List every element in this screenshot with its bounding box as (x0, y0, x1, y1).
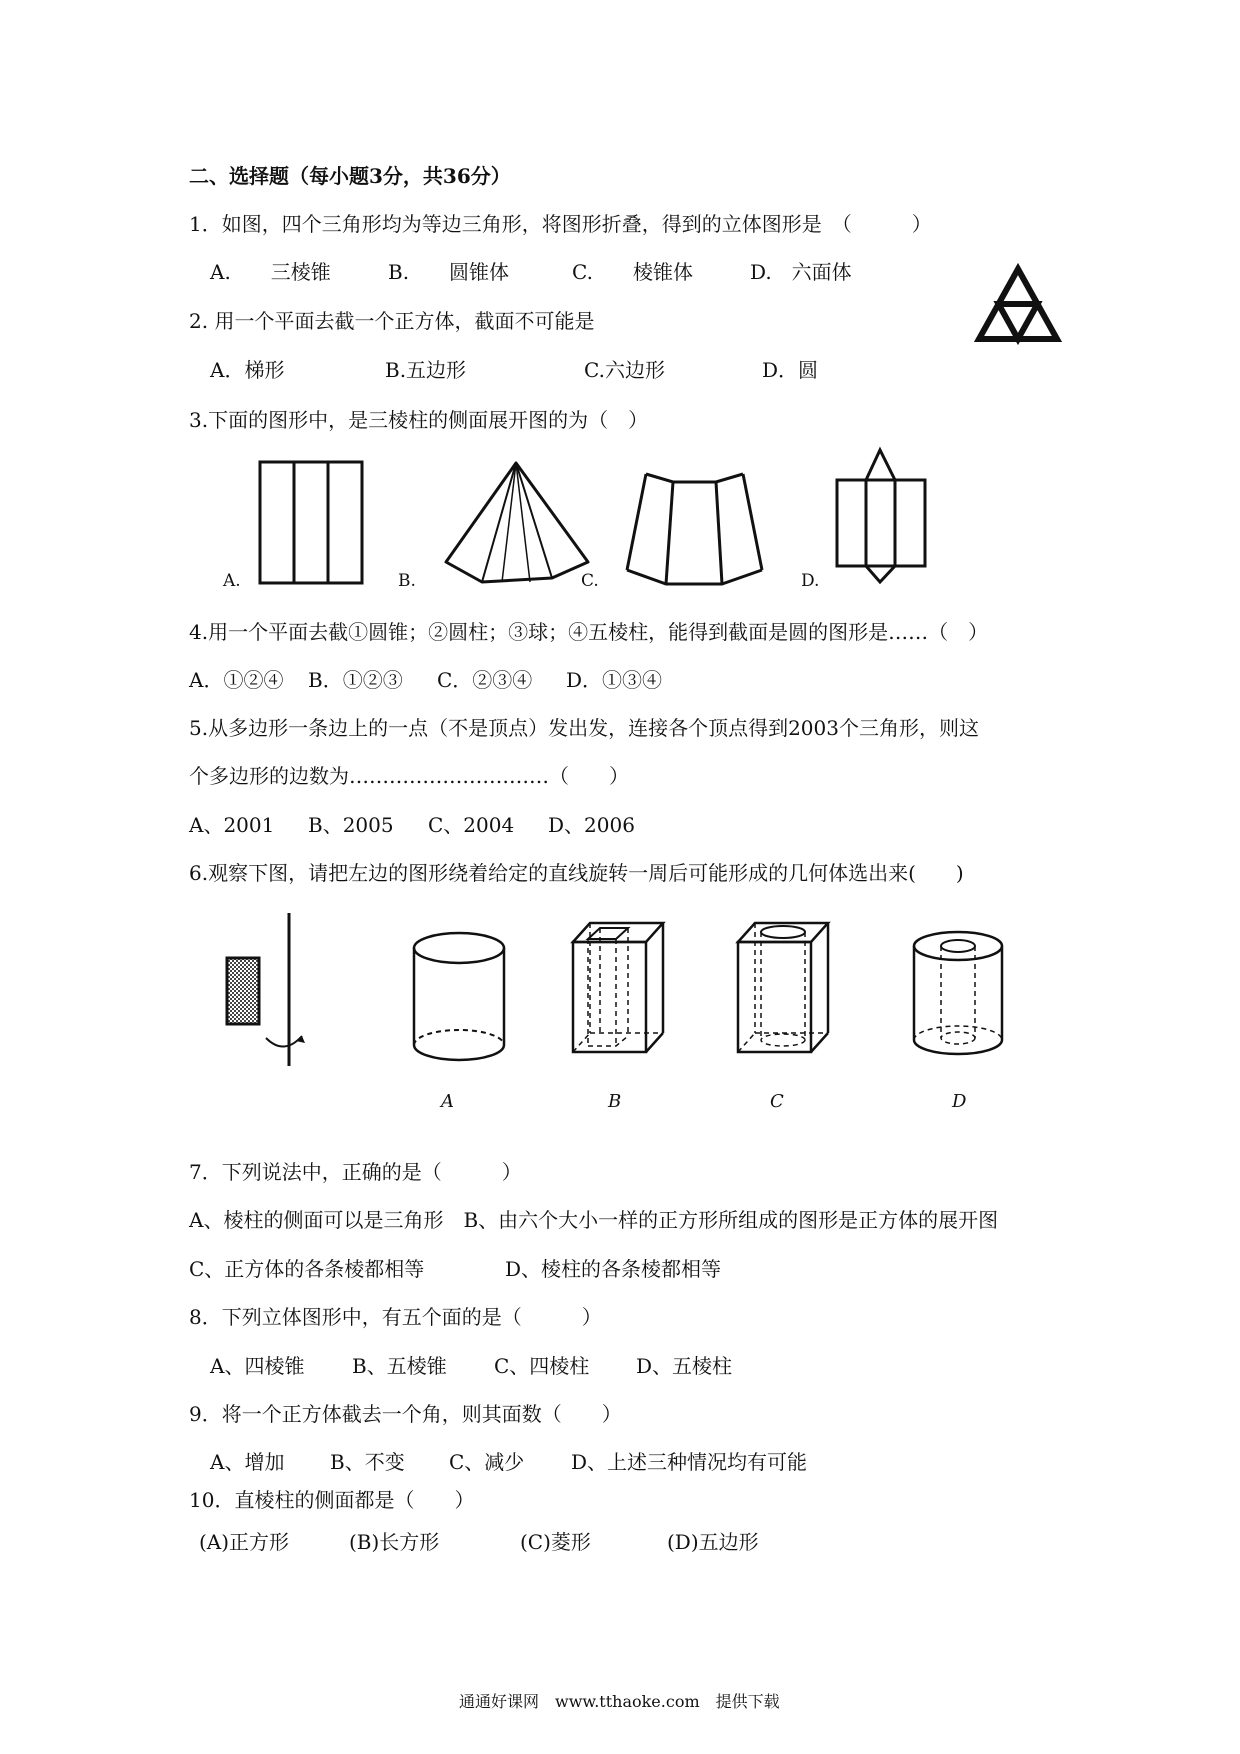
q1-option-a: A. 三棱锥 (210, 260, 331, 284)
q8-option-d: D、五棱柱 (636, 1354, 733, 1378)
question-3-stem: 3.下面的图形中，是三棱柱的侧面展开图的为（ ） (189, 408, 649, 432)
q6-option-c-prism-with-hole (733, 918, 833, 1058)
q3-figure-a (258, 460, 364, 585)
q6-label-c: C (770, 1091, 784, 1112)
q2-option-c: C.六边形 (584, 358, 665, 382)
q7-option-c: C、正方体的各条棱都相等 (189, 1257, 425, 1281)
q9-option-d: D、上述三种情况均有可能 (571, 1450, 808, 1474)
q3-label-a: A. (223, 571, 241, 591)
question-9-stem: 9．将一个正方体截去一个角，则其面数（ ） (189, 1402, 622, 1426)
q2-option-d: D．圆 (762, 358, 819, 382)
q7-option-d: D、棱柱的各条棱都相等 (505, 1257, 722, 1281)
q4-option-a: A．①②④ (189, 668, 284, 692)
q3-label-c: C. (581, 571, 599, 591)
question-8-stem: 8．下列立体图形中，有五个面的是（ ） (189, 1305, 602, 1329)
q4-option-d: D．①③④ (566, 668, 663, 692)
q10-option-c: (C)菱形 (520, 1530, 591, 1554)
q5-option-c: C、2004 (428, 813, 515, 837)
q3-label-b: B. (398, 571, 416, 591)
q5-option-d: D、2006 (548, 813, 635, 837)
q6-label-a: A (441, 1091, 454, 1112)
q5-option-b: B、2005 (308, 813, 394, 837)
q9-option-a: A、增加 (210, 1450, 285, 1474)
q1-option-d: D. 六面体 (750, 260, 852, 284)
q6-option-b-hollow-prism (568, 918, 668, 1058)
q8-option-a: A、四棱锥 (210, 1354, 305, 1378)
q10-option-b: (B)长方形 (349, 1530, 440, 1554)
q1-option-b: B. 圆锥体 (388, 260, 510, 284)
q3-label-d: D. (801, 571, 820, 591)
question-5-stem-line2: 个多边形的边数为…………………………（ ） (189, 764, 629, 788)
q9-option-c: C、减少 (449, 1450, 525, 1474)
q6-rotation-figure (222, 910, 312, 1070)
q10-option-a: (A)正方形 (199, 1530, 290, 1554)
question-10-stem: 10．直棱柱的侧面都是（ ） (189, 1488, 475, 1512)
question-1-stem: 1．如图，四个三角形均为等边三角形，将图形折叠，得到的立体图形是 （ ） (189, 212, 932, 236)
q6-label-d: D (952, 1091, 967, 1112)
page-footer: 通通好课网 www.tthaoke.com 提供下载 (459, 1692, 780, 1711)
q5-option-a: A、2001 (189, 813, 275, 837)
triangle-net-figure (975, 266, 1061, 344)
q10-option-d: (D)五边形 (667, 1530, 759, 1554)
question-2-stem: 2. 用一个平面去截一个正方体，截面不可能是 (189, 309, 595, 333)
q2-option-a: A．梯形 (210, 358, 285, 382)
q4-option-c: C．②③④ (437, 668, 533, 692)
q7-options-line1: A、棱柱的侧面可以是三角形 B、由六个大小一样的正方形所组成的图形是正方体的展开图 (189, 1208, 999, 1232)
section-title: 二、选择题（每小题3分，共36分） (189, 164, 511, 188)
q2-option-b: B.五边形 (385, 358, 467, 382)
q8-option-b: B、五棱锥 (352, 1354, 447, 1378)
q3-figure-c (624, 466, 764, 588)
q6-option-d-hollow-cylinder (908, 928, 1008, 1060)
question-6-stem: 6.观察下图，请把左边的图形绕着给定的直线旋转一周后可能形成的几何体选出来( ) (189, 861, 964, 885)
q6-option-a-cylinder (409, 930, 509, 1065)
q9-option-b: B、不变 (330, 1450, 405, 1474)
q8-option-c: C、四棱柱 (494, 1354, 590, 1378)
q3-figure-b (442, 460, 590, 585)
q4-option-b: B．①②③ (308, 668, 403, 692)
question-7-stem: 7．下列说法中，正确的是（ ） (189, 1160, 522, 1184)
question-4-stem: 4.用一个平面去截①圆锥；②圆柱；③球；④五棱柱，能得到截面是圆的图形是……（ ） (189, 620, 989, 644)
q3-figure-d (832, 444, 928, 584)
q6-label-b: B (608, 1091, 622, 1112)
question-5-stem-line1: 5.从多边形一条边上的一点（不是顶点）发出发，连接各个顶点得到2003个三角形，则这 (189, 716, 979, 740)
q1-option-c: C. 棱锥体 (572, 260, 693, 284)
